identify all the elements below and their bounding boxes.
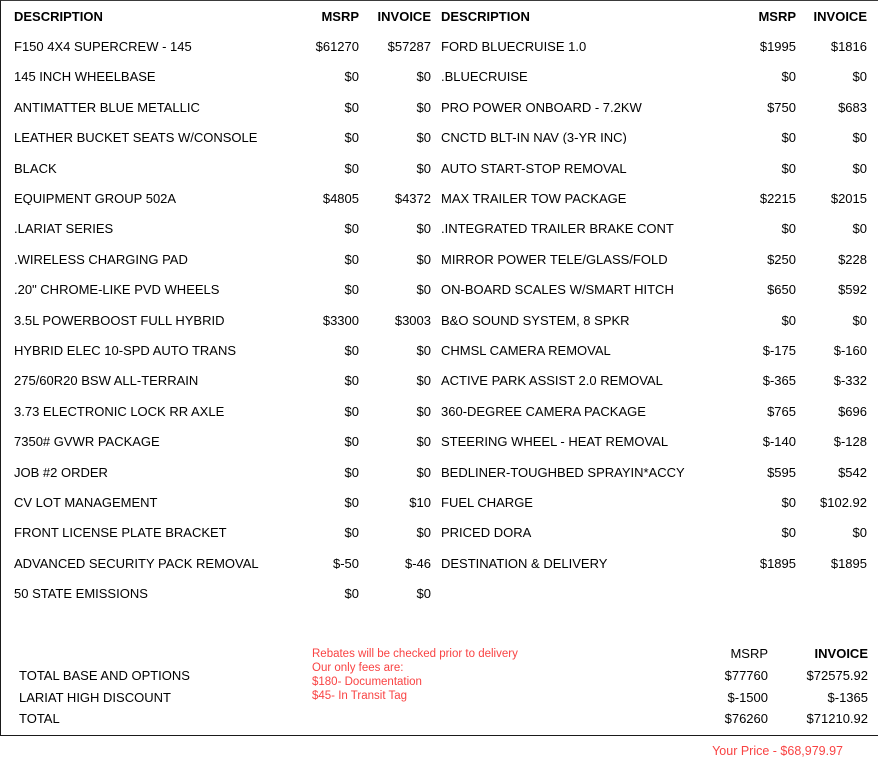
item-description: AUTO START-STOP REMOVAL	[441, 161, 627, 175]
item-description: .BLUECRUISE	[441, 70, 528, 84]
item-msrp: $750	[767, 99, 796, 115]
item-description: 145 INCH WHEELBASE	[14, 70, 156, 84]
item-msrp: $3300	[322, 312, 359, 328]
column-header-msrp: MSRP	[321, 8, 359, 24]
totals-header-invoice: INVOICE	[814, 646, 868, 662]
item-msrp: $61270	[315, 39, 359, 55]
item-msrp: $-50	[332, 555, 359, 571]
column-header-msrp: MSRP	[758, 8, 796, 24]
item-invoice: $0	[416, 160, 431, 176]
item-description: BLACK	[14, 161, 57, 175]
totals-label: TOTAL BASE AND OPTIONS	[19, 669, 190, 683]
item-msrp: $595	[767, 464, 796, 480]
column-header-invoice: INVOICE	[813, 8, 867, 24]
item-msrp: $0	[344, 160, 359, 176]
item-msrp: $0	[781, 69, 796, 85]
item-invoice: $0	[416, 99, 431, 115]
item-msrp: $0	[344, 494, 359, 510]
item-invoice: $0	[852, 130, 867, 146]
item-invoice: $0	[416, 586, 431, 602]
item-invoice: $2015	[830, 191, 867, 207]
item-msrp: $0	[344, 403, 359, 419]
item-description: FRONT LICENSE PLATE BRACKET	[14, 526, 227, 540]
item-invoice: $-160	[833, 342, 867, 358]
item-description: ACTIVE PARK ASSIST 2.0 REMOVAL	[441, 374, 663, 388]
item-description: ADVANCED SECURITY PACK REMOVAL	[14, 556, 259, 570]
item-invoice: $696	[838, 403, 867, 419]
item-description: CNCTD BLT-IN NAV (3-YR INC)	[441, 131, 627, 145]
item-description: B&O SOUND SYSTEM, 8 SPKR	[441, 313, 630, 327]
totals-invoice-value: $-1365	[827, 689, 868, 705]
item-description: BEDLINER-TOUGHBED SPRAYIN*ACCY	[441, 465, 685, 479]
item-invoice: $3003	[394, 312, 431, 328]
item-invoice: $-46	[404, 555, 431, 571]
item-msrp: $765	[767, 403, 796, 419]
item-invoice: $1895	[830, 555, 867, 571]
item-invoice: $542	[838, 464, 867, 480]
item-description: STEERING WHEEL - HEAT REMOVAL	[441, 435, 669, 449]
totals-msrp-value: $77760	[724, 668, 768, 684]
item-description: JOB #2 ORDER	[14, 465, 108, 479]
item-invoice: $-128	[833, 434, 867, 450]
item-msrp: $4805	[322, 191, 359, 207]
item-msrp: $0	[344, 251, 359, 267]
item-description: .20" CHROME-LIKE PVD WHEELS	[14, 283, 220, 297]
item-invoice: $592	[838, 282, 867, 298]
item-msrp: $-365	[762, 373, 796, 389]
item-description: CV LOT MANAGEMENT	[14, 495, 158, 509]
column-header-description: DESCRIPTION	[441, 9, 530, 23]
totals-msrp-value: $76260	[724, 711, 768, 727]
item-description: HYBRID ELEC 10-SPD AUTO TRANS	[14, 343, 237, 357]
item-invoice: $0	[416, 69, 431, 85]
item-msrp: $0	[344, 342, 359, 358]
item-invoice: $0	[416, 282, 431, 298]
item-description: 50 STATE EMISSIONS	[14, 587, 148, 601]
fees-note	[312, 647, 518, 703]
totals-invoice-value: $71210.92	[806, 711, 868, 727]
item-msrp: $2215	[759, 191, 796, 207]
item-description: MAX TRAILER TOW PACKAGE	[441, 192, 627, 206]
item-msrp: $0	[781, 221, 796, 237]
item-invoice: $0	[416, 342, 431, 358]
item-msrp: $1895	[759, 555, 796, 571]
item-description: FORD BLUECRUISE 1.0	[441, 40, 587, 54]
item-invoice: $57287	[387, 39, 431, 55]
item-msrp: $650	[767, 282, 796, 298]
item-description: LEATHER BUCKET SEATS W/CONSOLE	[14, 131, 258, 145]
item-description: MIRROR POWER TELE/GLASS/FOLD	[441, 252, 668, 266]
item-description: 3.5L POWERBOOST FULL HYBRID	[14, 313, 225, 327]
item-msrp: $0	[344, 373, 359, 389]
item-description: DESTINATION & DELIVERY	[441, 556, 608, 570]
item-description: 7350# GVWR PACKAGE	[14, 435, 160, 449]
item-msrp: $0	[344, 130, 359, 146]
item-invoice: $10	[409, 494, 431, 510]
totals-label: LARIAT HIGH DISCOUNT	[19, 690, 171, 704]
item-msrp: $0	[781, 494, 796, 510]
item-invoice: $1816	[830, 39, 867, 55]
item-msrp: $0	[344, 282, 359, 298]
item-description: PRO POWER ONBOARD - 7.2KW	[441, 100, 642, 114]
item-msrp: $-140	[762, 434, 796, 450]
fees-note-line: Rebates will be checked prior to delivery	[312, 648, 518, 660]
item-invoice: $683	[838, 99, 867, 115]
item-invoice: $0	[416, 403, 431, 419]
item-msrp: $0	[781, 160, 796, 176]
item-description: PRICED DORA	[441, 526, 532, 540]
item-invoice: $0	[416, 251, 431, 267]
item-msrp: $0	[781, 312, 796, 328]
item-description: EQUIPMENT GROUP 502A	[14, 192, 177, 206]
item-description: 3.73 ELECTRONIC LOCK RR AXLE	[14, 404, 225, 418]
item-description: ANTIMATTER BLUE METALLIC	[14, 100, 200, 114]
item-invoice: $102.92	[820, 494, 867, 510]
item-msrp: $0	[344, 99, 359, 115]
totals-header-msrp: MSRP	[730, 646, 768, 662]
item-invoice: $-332	[833, 373, 867, 389]
column-header-description: DESCRIPTION	[14, 9, 103, 23]
item-msrp: $0	[344, 586, 359, 602]
item-msrp: $0	[781, 525, 796, 541]
item-invoice: $0	[416, 434, 431, 450]
item-description: .INTEGRATED TRAILER BRAKE CONT	[441, 222, 674, 236]
item-invoice: $0	[852, 221, 867, 237]
item-invoice: $0	[416, 221, 431, 237]
item-invoice: $0	[416, 464, 431, 480]
column-header-invoice: INVOICE	[377, 8, 431, 24]
item-description: FUEL CHARGE	[441, 495, 533, 509]
item-msrp: $0	[344, 434, 359, 450]
item-invoice: $4372	[394, 191, 431, 207]
item-invoice: $0	[852, 312, 867, 328]
item-invoice: $0	[416, 525, 431, 541]
totals-invoice-value: $72575.92	[806, 668, 868, 684]
item-invoice: $0	[852, 525, 867, 541]
item-description: CHMSL CAMERA REMOVAL	[441, 343, 611, 357]
options-table-right	[441, 1, 867, 578]
item-description: .LARIAT SERIES	[14, 222, 114, 236]
options-table-left	[14, 1, 431, 609]
item-invoice: $0	[416, 373, 431, 389]
item-invoice: $0	[416, 130, 431, 146]
fees-note-line: $45- In Transit Tag	[312, 690, 408, 702]
item-description: ON-BOARD SCALES W/SMART HITCH	[441, 283, 674, 297]
item-description: .WIRELESS CHARGING PAD	[14, 252, 188, 266]
item-msrp: $0	[781, 130, 796, 146]
item-msrp: $250	[767, 251, 796, 267]
item-invoice: $228	[838, 251, 867, 267]
item-msrp: $0	[344, 69, 359, 85]
item-msrp: $0	[344, 525, 359, 541]
item-msrp: $0	[344, 464, 359, 480]
item-msrp: $1995	[759, 39, 796, 55]
your-price-text: Your Price - $68,979.97	[712, 744, 843, 758]
item-description: F150 4X4 SUPERCREW - 145	[14, 40, 192, 54]
item-description: 275/60R20 BSW ALL-TERRAIN	[14, 374, 199, 388]
item-msrp: $-175	[762, 342, 796, 358]
item-msrp: $0	[344, 221, 359, 237]
totals-label: TOTAL	[19, 712, 60, 726]
item-description: 360-DEGREE CAMERA PACKAGE	[441, 404, 646, 418]
item-invoice: $0	[852, 69, 867, 85]
fees-note-line: $180- Documentation	[312, 676, 422, 688]
totals-msrp-value: $-1500	[727, 689, 768, 705]
fees-note-line: Our only fees are:	[312, 662, 404, 674]
item-invoice: $0	[852, 160, 867, 176]
